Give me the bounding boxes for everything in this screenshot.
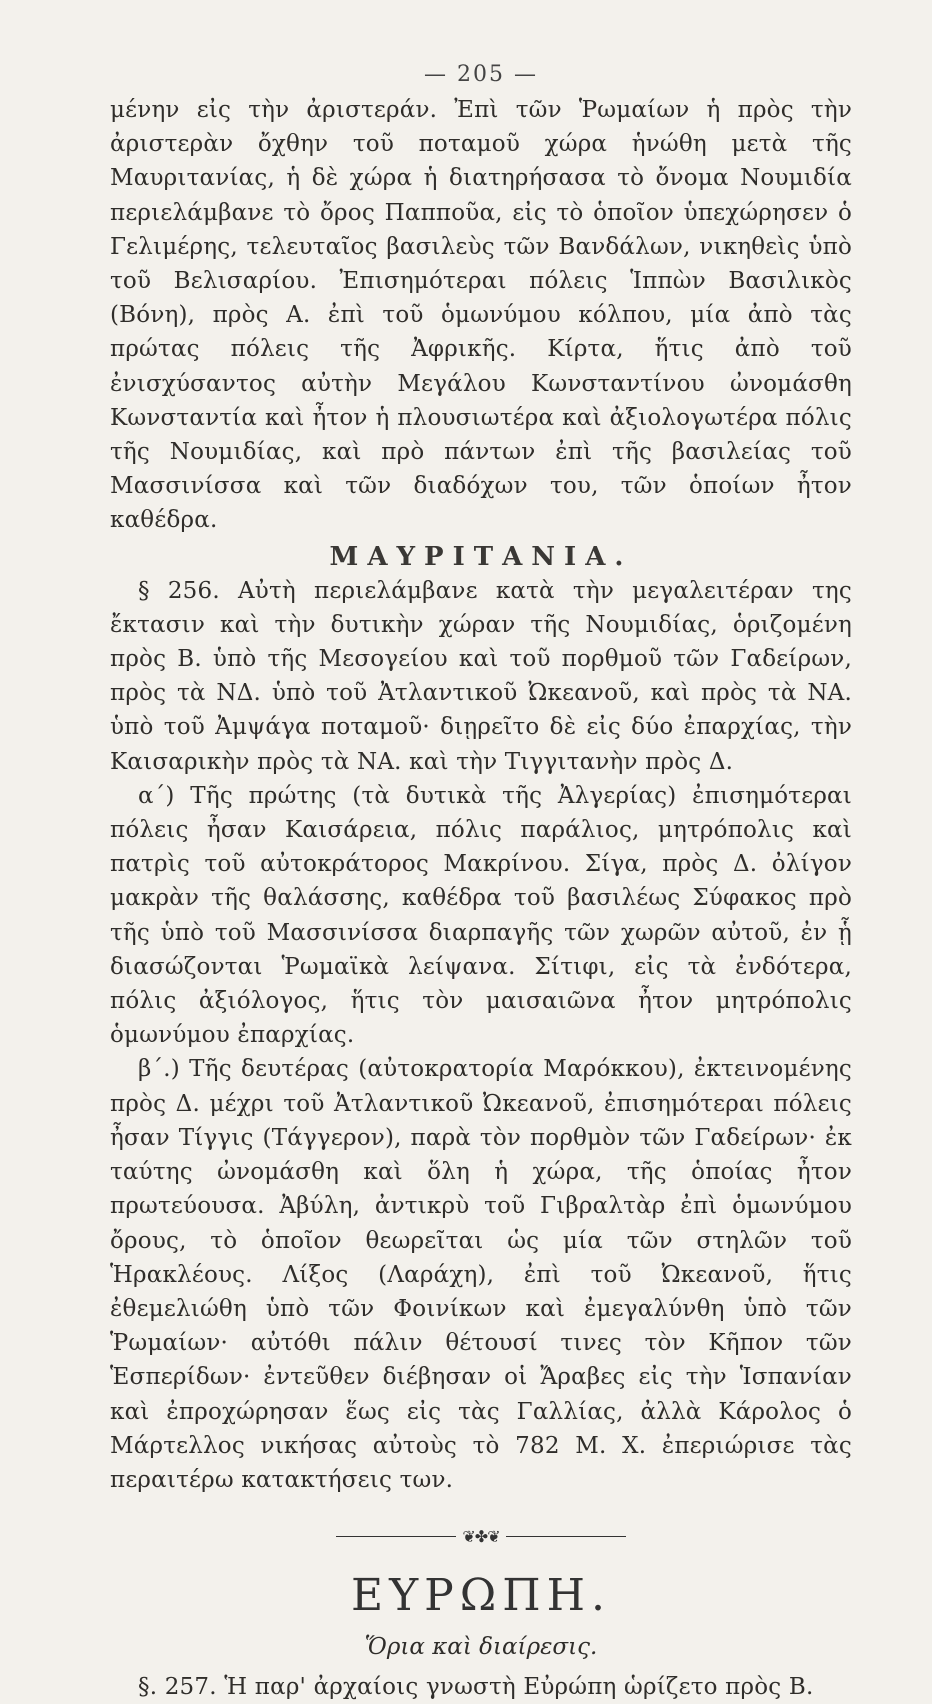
paragraph-alpha: α΄) Τῆς πρώτης (τὰ δυτικὰ τῆς Ἀλγερίας) ἐπισημότεραι πόλεις ἦσαν Καισάρεια, πόλις παράλιος, μητρόπολις καὶ πατρὶς τοῦ αὐτοκράτορος Μακρίνου. Σίγα, πρὸς Δ. ὀλίγον μακρὰν τῆς θαλάσσης, καθέδρα τοῦ βασιλέως Σύφακος πρὸ τῆς ὑπὸ τοῦ Μασσινίσσα διαρπαγῆς τῶν χωρῶν αὐτοῦ, ἐν ᾗ διασώζονται Ῥωμαϊκὰ λείψανα. Σίτιφι, εἰς τὰ ἐνδότερα, πόλις ἀξιόλογος, ἥτις τὸν μαισαιῶνα ἦτον μητρόπολις ὁμωνύμου ἐπαρχίας. (110, 782, 852, 1049)
subtitle-borders-divisions: Ὅρια καὶ διαίρεσις. (364, 1634, 598, 1661)
paragraph-257: §. 257. Ἡ παρ' ἀρχαίοις γνωστὴ Εὐρώπη ὡρίζετο πρὸς Β. (138, 1674, 814, 1701)
section-heading-mauritania: ΜΑΥΡΙΤΑΝΙΑ. (329, 541, 633, 572)
section-heading-europe: ΕΥΡΩΠΗ. (351, 1570, 611, 1622)
ornament-icon: ❦✤❦ (462, 1527, 500, 1547)
ornamental-divider (110, 1527, 852, 1546)
page-number: — 205 — (424, 62, 538, 87)
divider-line-left (336, 1536, 456, 1537)
divider-line-right (506, 1536, 626, 1537)
paragraph-numidia: μένην εἰς τὴν ἀριστεράν. Ἐπὶ τῶν Ῥωμαίων ἡ πρὸς τὴν ἀριστερὰν ὄχθην τοῦ ποταμοῦ χώρα ἡνώθη μετὰ τῆς Μαυριτανίας, ἡ δὲ χώρα ἡ διατηρήσασα τὸ ὄνομα Νουμιδία περιελάμβανε τὸ ὄρος Παπποῦα, εἰς τὸ ὁποῖον ὑπεχώρησεν ὁ Γελιμέρης, τελευταῖος βασιλεὺς τῶν Βανδάλων, νικηθεὶς ὑπὸ τοῦ Βελισαρίου. Ἐπισημότεραι πόλεις Ἱππὼν Βασιλικὸς (Βόνη), πρὸς Α. ἐπὶ τοῦ ὁμωνύμου κόλπου, μία ἀπὸ τὰς πρώτας πόλεις τῆς Ἀφρικῆς. Κίρτα, ἥτις ἀπὸ τοῦ ἐνισχύσαντος αὐτὴν Μεγάλου Κωνσταντίνου ὠνομάσθη Κωνσταντία καὶ ἦτον ἡ πλουσιωτέρα καὶ ἀξιολογωτέρα πόλις τῆς Νουμιδίας, καὶ πρὸ πάντων ἐπὶ τῆς βασιλείας τοῦ Μασσινίσσα καὶ τῶν διαδόχων του, τῶν ὁποίων ἦτον καθέδρα. (110, 97, 852, 534)
paragraph-256: § 256. Αὐτὴ περιελάμβανε κατὰ τὴν μεγαλειτέραν της ἔκτασιν καὶ τὴν δυτικὴν χώραν τῆς Νουμιδίας, ὁριζομένη πρὸς Β. ὑπὸ τῆς Μεσογείου καὶ τοῦ πορθμοῦ τῶν Γαδείρων, πρὸς τὰ ΝΔ. ὑπὸ τοῦ Ἀτλαντικοῦ Ὠκεανοῦ, καὶ πρὸς τὰ ΝΑ. ὑπὸ τοῦ Ἀμψάγα ποταμοῦ· διῃρεῖτο δὲ εἰς δύο ἐπαρχίας, τὴν Καισαρικὴν πρὸς τὰ ΝΑ. καὶ τὴν Τιγγιτανὴν πρὸς Δ. (110, 577, 852, 775)
paragraph-beta: β΄.) Τῆς δευτέρας (αὐτοκρατορία Μαρόκκου), ἐκτεινομένης πρὸς Δ. μέχρι τοῦ Ἀτλαντικοῦ Ὠκεανοῦ, ἐπισημότεραι πόλεις ἦσαν Τίγγις (Τάγγερον), παρὰ τὸν πορθμὸν τῶν Γαδείρων· ἐκ ταύτης ὠνομάσθη καὶ ὅλη ἡ χώρα, τῆς ὁποίας ἦτον πρωτεύουσα. Ἀβύλη, ἀντικρὺ τοῦ Γιβραλτὰρ ἐπὶ ὁμωνύμου ὄρους, τὸ ὁποῖον θεωρεῖται ὡς μία τῶν στηλῶν τοῦ Ἡρακλέους. Λίξος (Λαράχη), ἐπὶ τοῦ Ὠκεανοῦ, ἥτις ἐθεμελιώθη ὑπὸ τῶν Φοινίκων καὶ ἐμεγαλύνθη ὑπὸ τῶν Ῥωμαίων· αὐτόθι πάλιν θέτουσί τινες τὸν Κῆπον τῶν Ἑσπερίδων· ἐντεῦθεν διέβησαν οἱ Ἄραβες εἰς τὴν Ἱσπανίαν καὶ ἐπροχώρησαν ἕως εἰς τὰς Γαλλίας, ἀλλὰ Κάρολος ὁ Μάρτελλος νικήσας αὐτοὺς τὸ 782 Μ. Χ. ἐπεριώρισε τὰς περαιτέρω κατακτήσεις των. (110, 1056, 852, 1493)
